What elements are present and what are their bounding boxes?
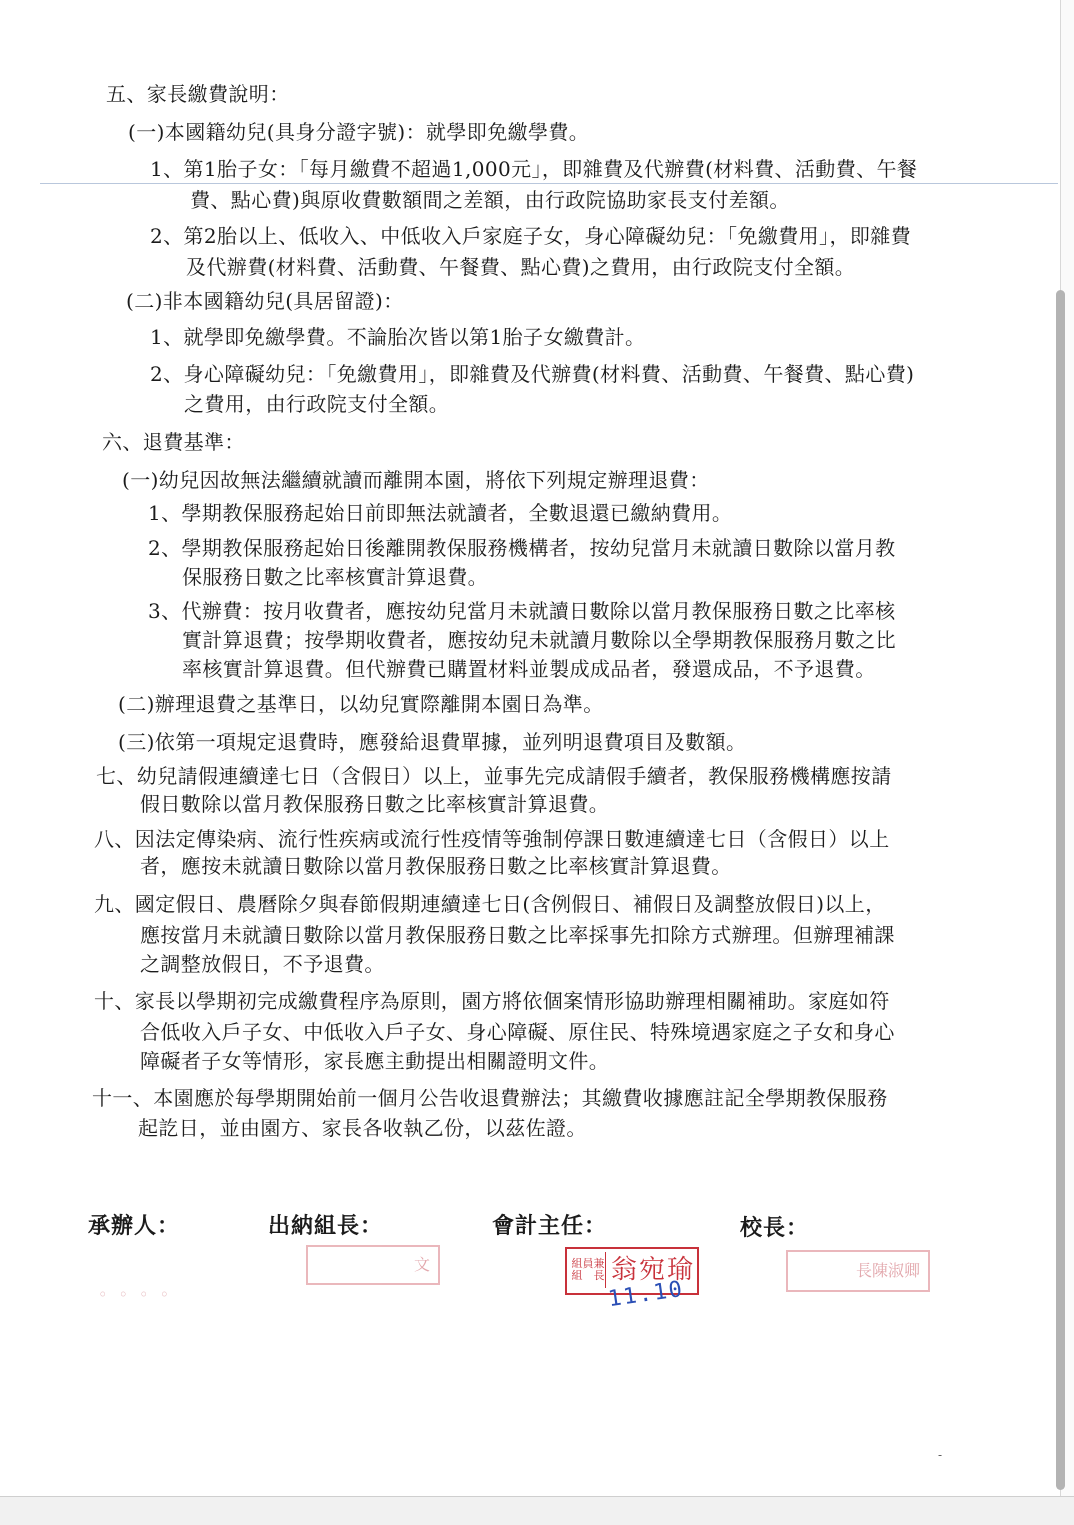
section6-item1-point3-line3: 率核實計算退費。但代辦費已購置材料並製成成品者，發還成品，不予退費。 <box>182 657 876 681</box>
section5-item2-heading: (二)非本國籍幼兒(具居留證)： <box>126 289 404 313</box>
section8-line2: 者，應按未就讀日數除以當月教保服務日數之比率核實計算退費。 <box>140 854 732 878</box>
section5-heading: 五、家長繳費說明： <box>106 82 290 106</box>
scan-artifact-line <box>40 183 1058 184</box>
section6-item2: (二)辦理退費之基準日，以幼兒實際離開本園日為準。 <box>118 692 604 716</box>
section5-item1-point2-line2: 及代辦費(材料費、活動費、午餐費、點心費)之費用，由行政院支付全額。 <box>186 255 856 279</box>
section10-line1: 十、家長以學期初完成繳費程序為原則，園方將依個案情形協助辦理相關補助。家庭如符 <box>94 989 890 1013</box>
accounting-head-signature-label: 會計主任： <box>492 1214 608 1239</box>
section6-item1-heading: (一)幼兒因故無法繼續就讀而離開本園，將依下列規定辦理退費： <box>122 468 710 492</box>
cashier-seal-text: 文 <box>413 1255 430 1274</box>
section6-item1-point2-line2: 保服務日數之比率核實計算退費。 <box>182 565 488 589</box>
section9-line2: 應按當月未就讀日數除以當月教保服務日數之比率採事先扣除方式辦理。但辦理補課 <box>140 923 895 947</box>
page-corner-mark: - <box>938 1448 943 1462</box>
section10-line3: 障礙者子女等情形，家長應主動提出相關證明文件。 <box>140 1049 610 1073</box>
cashier-head-signature-label: 出納組長： <box>268 1214 384 1239</box>
section11-line2: 起訖日，並由園方、家長各收執乙份，以茲佐證。 <box>138 1116 587 1140</box>
section10-line2: 合低收入戶子女、中低收入戶子女、身心障礙、原住民、特殊境遇家庭之子女和身心 <box>140 1020 895 1044</box>
page-bottom-edge <box>0 1496 1074 1525</box>
handwritten-date: 11.10 <box>606 1276 686 1313</box>
section6-item1-point3-line2: 實計算退費；按學期收費者，應按幼兒未就讀月數除以全學期教保服務月數之比 <box>182 628 896 652</box>
section5-item1-point2-line1: 2、第2胎以上、低收入、中低收入戶家庭子女，身心障礙幼兒：「免繳費用」，即雜費 <box>150 224 912 248</box>
section6-item1-point2-line1: 2、學期教保服務起始日後離開教保服務機構者，按幼兒當月未就讀日數除以當月教 <box>148 536 896 560</box>
principal-seal-stamp <box>786 1250 930 1292</box>
section11-line1: 十一、本園應於每學期開始前一個月公告收退費辦法；其繳費收據應註記全學期教保服務 <box>92 1086 888 1110</box>
accounting-seal-name: 翁宛瑜 <box>611 1255 696 1285</box>
scrollbar-thumb[interactable] <box>1056 290 1065 1490</box>
section5-item2-point2-line1: 2、身心障礙幼兒：「免繳費用」，即雜費及代辦費(材料費、活動費、午餐費、點心費) <box>150 362 915 386</box>
section6-heading: 六、退費基準： <box>102 430 245 454</box>
section9-line1: 九、國定假日、農曆除夕與春節假期連續達七日(含例假日、補假日及調整放假日)以上， <box>94 892 886 916</box>
section5-item2-point1: 1、就學即免繳學費。不論胎次皆以第1胎子女繳費計。 <box>150 325 646 349</box>
principal-signature-label: 校長： <box>740 1216 810 1241</box>
section7-line2: 假日數除以當月教保服務日數之比率核實計算退費。 <box>140 792 610 816</box>
handler-signature-label: 承辦人： <box>88 1214 181 1239</box>
section9-line3: 之調整放假日，不予退費。 <box>140 952 385 976</box>
section6-item1-point3-line1: 3、代辦費：按月收費者，應按幼兒當月未就讀日數除以當月教保服務日數之比率核 <box>148 599 896 623</box>
principal-seal-text: 長陳淑卿 <box>855 1261 920 1280</box>
cashier-seal-stamp <box>306 1245 440 1285</box>
handler-faint-stamp: ◦ ◦ ◦ ◦ <box>98 1285 173 1304</box>
section7-line1: 七、幼兒請假連續達七日（含假日）以上，並事先完成請假手續者，教保服務機構應按請 <box>96 764 892 788</box>
section5-item2-point2-line2: 之費用，由行政院支付全額。 <box>184 392 450 416</box>
section5-item1-heading: (一)本國籍幼兒(具身分證字號)：就學即免繳學費。 <box>128 120 590 144</box>
section6-item3: (三)依第一項規定退費時，應發給退費單據，並列明退費項目及數額。 <box>118 730 747 754</box>
section5-item1-point1-line2: 費、點心費)與原收費數額間之差額，由行政院協助家長支付差額。 <box>190 188 790 212</box>
section5-item1-point1-line1: 1、第1胎子女：「每月繳費不超過1,000元」，即雜費及代辦費(材料費、活動費、午餐 <box>150 157 918 181</box>
section6-item1-point1: 1、學期教保服務起始日前即無法就讀者，全數退還已繳納費用。 <box>148 501 733 525</box>
accounting-seal-title: 組員兼 組 長 <box>571 1252 606 1288</box>
section8-line1: 八、因法定傳染病、流行性疾病或流行性疫情等強制停課日數連續達七日（含假日）以上 <box>94 827 890 851</box>
